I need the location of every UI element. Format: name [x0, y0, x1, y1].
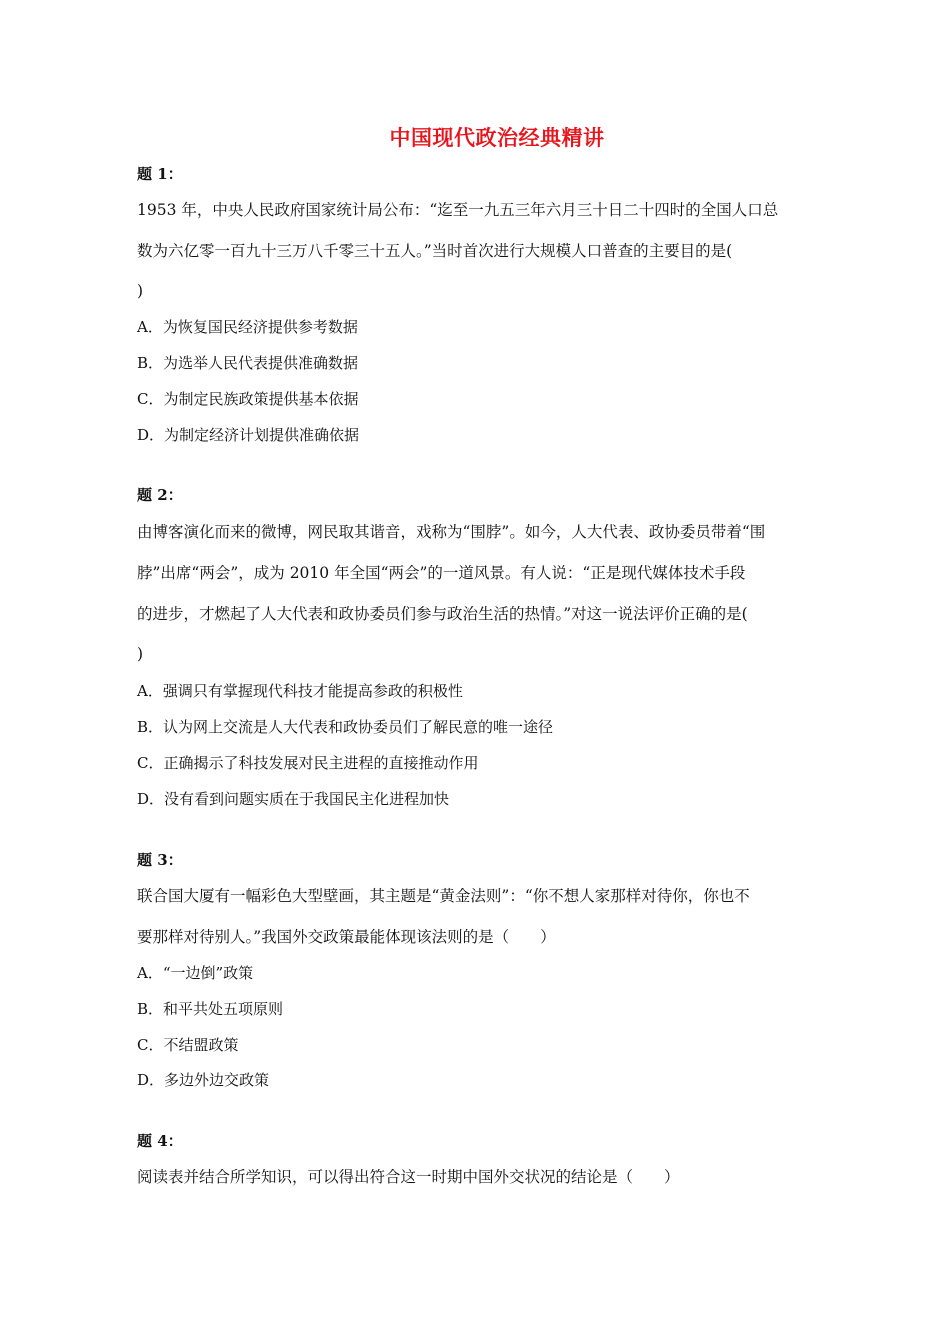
question-1-label: 题 1： — [137, 165, 183, 183]
page-title: 中国现代政治经典精讲 — [389, 125, 605, 150]
question-2-stem-line-2: 脖”出席“两会”，成为 2010 年全国“两会”的一道风景。有人说：“正是现代媒体技术手段 — [137, 564, 746, 582]
question-1-option-d: D．为制定经济计划提供准确依据 — [137, 426, 360, 444]
question-1-option-c: C．为制定民族政策提供基本依据 — [137, 390, 359, 408]
question-3-option-c: C．不结盟政策 — [137, 1036, 239, 1054]
question-3-stem-line-1: 联合国大厦有一幅彩色大型壁画，其主题是“黄金法则”：“你不想人家那样对待你，你也不 — [137, 887, 750, 905]
question-2-option-c: C．正确揭示了科技发展对民主进程的直接推动作用 — [137, 754, 479, 772]
question-1-option-b: B．为选举人民代表提供准确数据 — [137, 354, 359, 372]
question-1-stem-line-1: 1953 年，中央人民政府国家统计局公布：“迄至一九五三年六月三十日二十四时的全国人口总 — [137, 201, 779, 219]
question-1-stem-line-2: 数为六亿零一百九十三万八千零三十五人。”当时首次进行大规模人口普查的主要目的是( — [137, 242, 733, 260]
question-4-stem-line-1: 阅读表并结合所学知识，可以得出符合这一时期中国外交状况的结论是（ ） — [137, 1168, 680, 1186]
question-2-stem-line-1: 由博客演化而来的微博，网民取其谐音，戏称为“围脖”。如今，人大代表、政协委员带着“围 — [137, 523, 766, 541]
question-3-option-b: B．和平共处五项原则 — [137, 1000, 284, 1018]
question-1-stem-line-3: ) — [137, 282, 144, 300]
question-3-option-d: D．多边外边交政策 — [137, 1071, 270, 1089]
question-2-option-d: D．没有看到问题实质在于我国民主化进程加快 — [137, 790, 450, 808]
question-1-option-a: A．为恢复国民经济提供参考数据 — [137, 318, 358, 336]
question-3-stem-line-2: 要那样对待别人。”我国外交政策最能体现该法则的是（ ） — [137, 928, 556, 946]
question-2-stem-line-4: ) — [137, 645, 144, 663]
question-3-option-a: A．“一边倒”政策 — [137, 964, 254, 982]
question-2-label: 题 2： — [137, 486, 183, 504]
question-2-option-b: B．认为网上交流是人大代表和政协委员们了解民意的唯一途径 — [137, 718, 554, 736]
question-2-option-a: A．强调只有掌握现代科技才能提高参政的积极性 — [137, 682, 463, 700]
question-3-label: 题 3： — [137, 851, 183, 869]
question-4-label: 题 4： — [137, 1132, 183, 1150]
question-2-stem-line-3: 的进步，才燃起了人大代表和政协委员们参与政治生活的热情。”对这一说法评价正确的是( — [137, 605, 748, 623]
